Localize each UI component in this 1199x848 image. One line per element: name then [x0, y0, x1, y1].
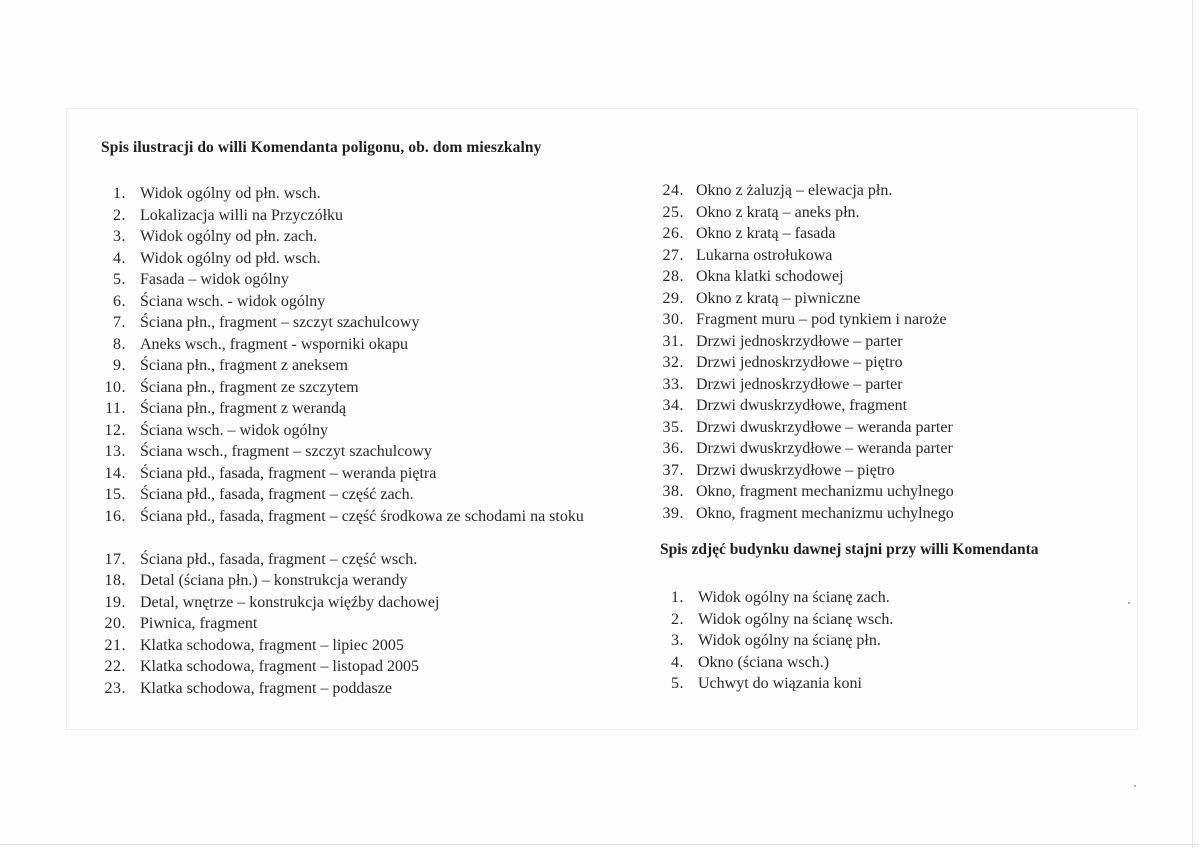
list-item	[660, 652, 893, 674]
item-number: 3.	[671, 632, 684, 649]
list-item	[648, 438, 954, 460]
list-item	[648, 245, 954, 267]
item-caption: Ściana wsch., fragment – szczyt szachulcowy	[140, 443, 432, 460]
list-item	[96, 592, 600, 614]
item-number: 22.	[104, 658, 126, 675]
list-item	[648, 503, 954, 525]
item-number: 26.	[662, 225, 684, 242]
item-caption: Ściana płd., fasada, fragment – część zach.	[140, 486, 414, 503]
item-caption: Drzwi dwuskrzydłowe, fragment	[696, 397, 908, 414]
document-title: Spis ilustracji do willi Komendanta poligonu, ob. dom mieszkalny	[101, 139, 542, 156]
list-item	[96, 506, 600, 549]
item-number: 25.	[662, 203, 684, 221]
item-caption: Drzwi jednoskrzydłowe – parter	[696, 375, 903, 393]
item-caption: Klatka schodowa, fragment – poddasze	[140, 679, 392, 697]
item-caption: Aneks wsch., fragment - wsporniki okapu	[140, 335, 408, 353]
list-item	[96, 420, 600, 442]
list-item	[96, 656, 600, 678]
item-number: 10.	[104, 378, 126, 396]
item-caption: Detal, wnętrze – konstrukcja więźby dachowej	[140, 593, 440, 611]
item-caption: Widok ogólny na ścianę płn.	[698, 632, 881, 649]
list-item	[648, 309, 954, 331]
list-item	[648, 288, 954, 310]
item-caption: Ściana płn., fragment z aneksem	[140, 357, 348, 374]
list-item	[648, 202, 954, 224]
item-caption: Ściana wsch. - widok ogólny	[140, 292, 326, 310]
list-item	[660, 587, 893, 609]
list-item	[648, 417, 954, 439]
item-number: 14.	[104, 464, 126, 482]
list-item	[96, 549, 600, 571]
item-caption: Ściana wsch. – widok ogólny	[140, 421, 328, 439]
item-number: 5.	[113, 271, 126, 288]
list-item	[96, 463, 600, 485]
item-caption: Klatka schodowa, fragment – lipiec 2005	[140, 636, 404, 654]
list-item	[648, 395, 954, 417]
item-number: 36.	[662, 440, 684, 457]
list-item	[96, 226, 600, 248]
list-item	[648, 352, 954, 374]
item-caption: Detal (ściana płn.) – konstrukcja werandy	[140, 572, 408, 589]
list-item	[648, 460, 954, 482]
list-item	[660, 630, 893, 652]
item-number: 9.	[113, 357, 126, 374]
list-item	[96, 678, 600, 700]
item-caption: Drzwi jednoskrzydłowe – parter	[696, 332, 903, 350]
item-number: 18.	[104, 572, 126, 589]
stable-photos-list	[660, 587, 893, 695]
item-number: 38.	[662, 483, 684, 500]
item-number: 23.	[104, 679, 126, 697]
list-item	[648, 374, 954, 396]
list-item	[96, 484, 600, 506]
item-number: 6.	[113, 292, 126, 310]
list-item	[96, 269, 600, 291]
stable-section-title: Spis zdjęć budynku dawnej stajni przy willi Komendanta	[660, 541, 1039, 558]
item-number: 17.	[104, 550, 126, 568]
list-item	[660, 673, 893, 695]
item-caption: Klatka schodowa, fragment – listopad 2005	[140, 658, 420, 675]
item-number: 11.	[105, 400, 126, 417]
item-number: 3.	[113, 228, 126, 245]
item-number: 24.	[662, 182, 684, 199]
item-number: 2.	[113, 206, 126, 224]
item-caption: Okno z kratą – fasada	[696, 225, 836, 242]
item-caption: Drzwi dwuskrzydłowe – weranda parter	[696, 440, 953, 457]
item-caption: Ściana płd., fasada, fragment – weranda piętra	[140, 464, 437, 482]
item-number: 21.	[104, 636, 126, 654]
item-caption: Drzwi dwuskrzydłowe – piętro	[696, 461, 895, 479]
item-number: 27.	[662, 246, 684, 264]
list-item	[96, 441, 600, 463]
list-item	[96, 570, 600, 592]
item-caption: Okno z kratą – aneks płn.	[696, 203, 860, 221]
list-item	[96, 312, 600, 334]
item-caption: Widok ogólny od płn. wsch.	[140, 185, 321, 202]
list-item	[648, 180, 954, 202]
item-caption: Okno, fragment mechanizmu uchylnego	[696, 483, 954, 500]
list-item	[96, 635, 600, 657]
list-item	[96, 355, 600, 377]
item-number: 30.	[662, 311, 684, 328]
list-item	[96, 248, 600, 270]
list-item	[96, 398, 600, 420]
item-caption: Ściana płn., fragment z werandą	[140, 400, 347, 417]
item-caption: Fasada – widok ogólny	[140, 271, 289, 288]
list-item	[96, 183, 600, 205]
item-caption: Widok ogólny na ścianę zach.	[698, 589, 890, 606]
scan-edge-bottom	[0, 844, 1199, 845]
item-caption: Piwnica, fragment	[140, 615, 258, 632]
item-caption: Drzwi dwuskrzydłowe – weranda parter	[696, 418, 953, 436]
list-item	[648, 331, 954, 353]
item-number: 33.	[662, 375, 684, 393]
list-item	[96, 377, 600, 399]
item-caption: Uchwyt do wiązania koni	[698, 675, 862, 692]
scan-edge-right	[1192, 0, 1193, 848]
item-number: 12.	[104, 421, 126, 439]
item-caption: Lokalizacja willi na Przyczółku	[140, 206, 344, 224]
item-caption: Drzwi jednoskrzydłowe – piętro	[696, 354, 903, 371]
item-number: 39.	[662, 504, 684, 522]
item-caption: Ściana płn., fragment – szczyt szachulcowy	[140, 314, 420, 331]
item-number: 16.	[104, 507, 126, 525]
item-caption: Okno z kratą – piwniczne	[696, 289, 861, 307]
item-caption: Ściana płn., fragment ze szczytem	[140, 378, 359, 396]
item-number: 28.	[662, 268, 684, 285]
list-item	[96, 205, 600, 227]
item-number: 13.	[104, 443, 126, 460]
list-item	[660, 609, 893, 631]
item-caption: Fragment muru – pod tynkiem i naroże	[696, 311, 947, 328]
item-number: 37.	[662, 461, 684, 479]
list-item	[648, 266, 954, 288]
item-number: 2.	[671, 610, 684, 628]
item-number: 1.	[113, 185, 126, 202]
item-caption: Widok ogólny na ścianę wsch.	[698, 610, 894, 628]
item-number: 15.	[104, 486, 126, 503]
scan-speck	[1128, 602, 1130, 604]
item-number: 29.	[662, 289, 684, 307]
item-caption: Lukarna ostrołukowa	[696, 246, 833, 264]
item-caption: Okno z żaluzją – elewacja płn.	[696, 182, 893, 199]
item-caption: Okno (ściana wsch.)	[698, 653, 830, 671]
item-number: 34.	[662, 397, 684, 414]
item-caption: Widok ogólny od płd. wsch.	[140, 249, 321, 267]
item-caption: Okna klatki schodowej	[696, 268, 844, 285]
item-number: 35.	[662, 418, 684, 436]
item-number: 8.	[113, 335, 126, 353]
list-item	[648, 481, 954, 503]
item-caption: Widok ogólny od płn. zach.	[140, 228, 318, 245]
list-item	[96, 334, 600, 356]
item-caption: Ściana płd., fasada, fragment – część wsch.	[140, 550, 418, 568]
item-number: 32.	[662, 354, 684, 371]
item-number: 19.	[104, 593, 126, 611]
list-item	[96, 291, 600, 313]
list-item	[648, 223, 954, 245]
list-item	[96, 613, 600, 635]
villa-illustrations-list-part-1	[96, 183, 600, 699]
item-number: 31.	[662, 332, 684, 350]
villa-illustrations-list-part-2	[648, 180, 954, 524]
item-number: 20.	[104, 615, 126, 632]
item-number: 1.	[671, 589, 684, 606]
item-number: 5.	[671, 675, 684, 692]
item-number: 4.	[671, 653, 684, 671]
scan-speck	[1134, 785, 1136, 787]
item-number: 4.	[113, 249, 126, 267]
item-number: 7.	[113, 314, 126, 331]
item-caption: Okno, fragment mechanizmu uchylnego	[696, 504, 954, 522]
item-caption: Ściana płd., fasada, fragment – część środkowa ze schodami na stoku	[140, 507, 584, 525]
